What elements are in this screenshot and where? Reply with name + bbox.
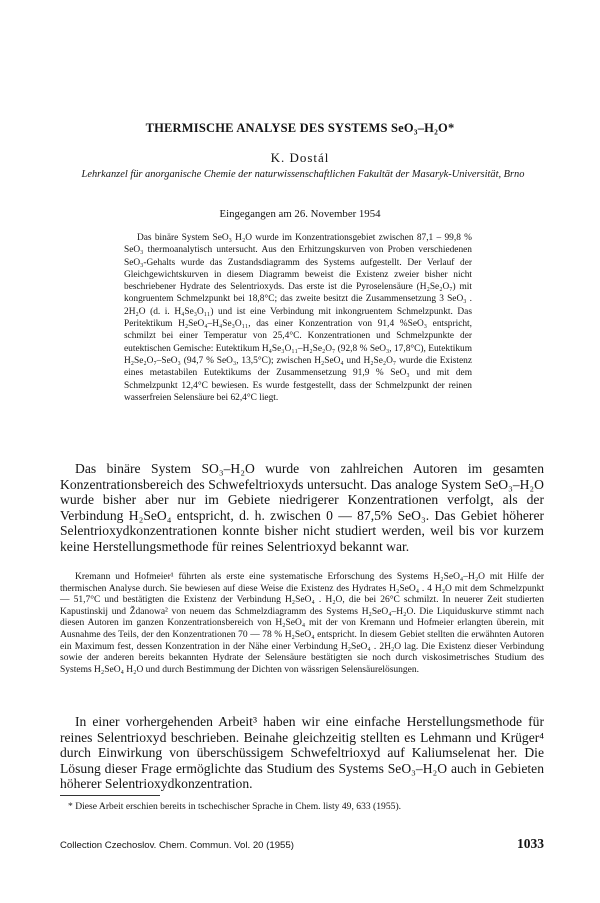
footnote-divider (60, 795, 160, 796)
paper-title: THERMISCHE ANALYSE DES SYSTEMS SeO₃–H₂O* (145, 121, 455, 135)
received-date: Eingegangen am 26. November 1954 (219, 208, 381, 220)
page-number: 1033 (517, 836, 544, 851)
affiliation: Lehrkanzel für anorganische Chemie der naturwissenschaftlichen Fakultät der Masaryk-Universität, Brno (81, 169, 525, 180)
body-paragraph-3: In einer vorhergehenden Arbeit³ haben wir eine einfache Herstellungsmethode für reines Selentrioxyd beschrieben. Beinahe gleichzeitig stellten es Lehmann und Krüger⁴ durch Einwirkung von überschüssigem Schwefeltrioxyd auf Kaliumselenat her. Die Lösung dieser Frage ermöglichte das Studium des Systems SeO₃–H₂O auch in Gebieten höherer Selentrioxydkonzentration. (60, 714, 544, 792)
abstract: Das binäre System SeO₃ H₂O wurde im Konzentrationsgebiet zwischen 87,1 – 99,8 % SeO₃ thermoanalytisch untersucht. Aus den Erhitzungskurven von Proben verschiedenen SeO₃-Gehalts wurde das Zustandsdiagramm des Systems aufgestellt. Der Verlauf der Gleichgewichtskurven in diesem Diagramm beweist die Existenz zweier bisher nicht beschriebener Hydrate des Selentrioxyds. Das erste ist die Pyroselensäure (H₂Se₂O₇) mit kongruentem Schmelzpunkt bei 18,8°C; das zweite besitzt die Zusammensetzung 3 SeO₃ . 2H₂O (d. i. H₄Se₃O₁₁) und ist eine Verbindung mit inkongruentem Schmelzpunkt. Das Peritektikum H₂SeO₄–H₄Se₃O₁₁, das einer Konzentration von 91,4 %SeO₃ entspricht, schmilzt bei einer Temperatur von 25,4°C. Konzentrationen und Schmelzpunkte der eutektischen Gemische: Eutektikum H₄Se₃O₁₁–H₂Se₂O₇ (92,8 % SeO₃, 17,8°C), Eutektikum H₂Se₂O₇–SeO₃ (94,7 % SeO₃, 13,5°C); zwischen H₂SeO₄ und H₂Se₂O₇ wurde die Existenz eines metastabilen Eutektikums der Zusammensetzung 91,9 % SeO₃ und mit dem Schmelzpunkt 12,4°C bewiesen. Es wurde festgestellt, dass der Schmelzpunkt der reinen wasserfreien Selensäure bei 62,4°C liegt. (124, 233, 472, 403)
footnote: * Diese Arbeit erschien bereits in tschechischer Sprache in Chem. listy 49, 633 (1955). (68, 801, 402, 812)
author-name: K. Dostál (270, 150, 330, 165)
body-paragraph-1: Das binäre System SO₃–H₂O wurde von zahlreichen Autoren im gesamten Konzentrationsbereich des Schwefeltrioxyds untersucht. Das analoge System SeO₃–H₂O wurde bisher aber nur im Gebiete niedrigerer Konzentrationen verfolgt, als der Verbindung H₂SeO₄ entspricht, d. h. zwischen 0 — 87,5% SeO₃. Das Gebiet höherer Selentrioxydkonzentrationen konnte bisher nicht studiert werden, weil bis vor kurzem keine Herstellungsmethode für reines Selentrioxyd bekannt war. (60, 461, 544, 554)
journal-citation: Collection Czechoslov. Chem. Commun. Vol. 20 (1955) (60, 840, 294, 851)
body-paragraph-2: Kremann und Hofmeier¹ führten als erste eine systematische Erforschung des Systems H₂SeO₄–H₂O mit Hilfe der thermischen Analyse durch. Sie bewiesen auf diese Weise die Existenz des Hydrates H₂SeO₄ . 4 H₂O mit dem Schmelzpunkt — 51,7°C und bestätigten die Existenz der Verbindung H₂SeO₄ . H₂O, die bei 26°C schmilzt. In neuerer Zeit studierten Kapustinskij und Ždanowa² von neuem das Schmelzdiagramm des Systems H₂SeO₄–H₂O. Die Liquiduskurve stimmt nach diesen Autoren im ganzen Konzentrationsbereich von H₂SeO₄ mit der von Kremann und Hofmeier erlangten überein, mit Ausnahme des Teils, der den Konzentrationen 70 — 78 % H₂SeO₄ entspricht. In diesem Gebiet stellten die erwähnten Autoren ein Maximum fest, dessen Konzentration in der Nähe einer Verbindung H₂SeO₄ . 2H₂O lag. Die Existenz dieser Verbindung sowie der anderen bereits bekannten Hydrate der Selensäure bestätigten sie noch durch viskosimetrisches Studium des Systems H₂SeO₄ H₂O und durch Bestimmung der Dichten von wässrigen Selensäurelösungen. (60, 572, 544, 675)
